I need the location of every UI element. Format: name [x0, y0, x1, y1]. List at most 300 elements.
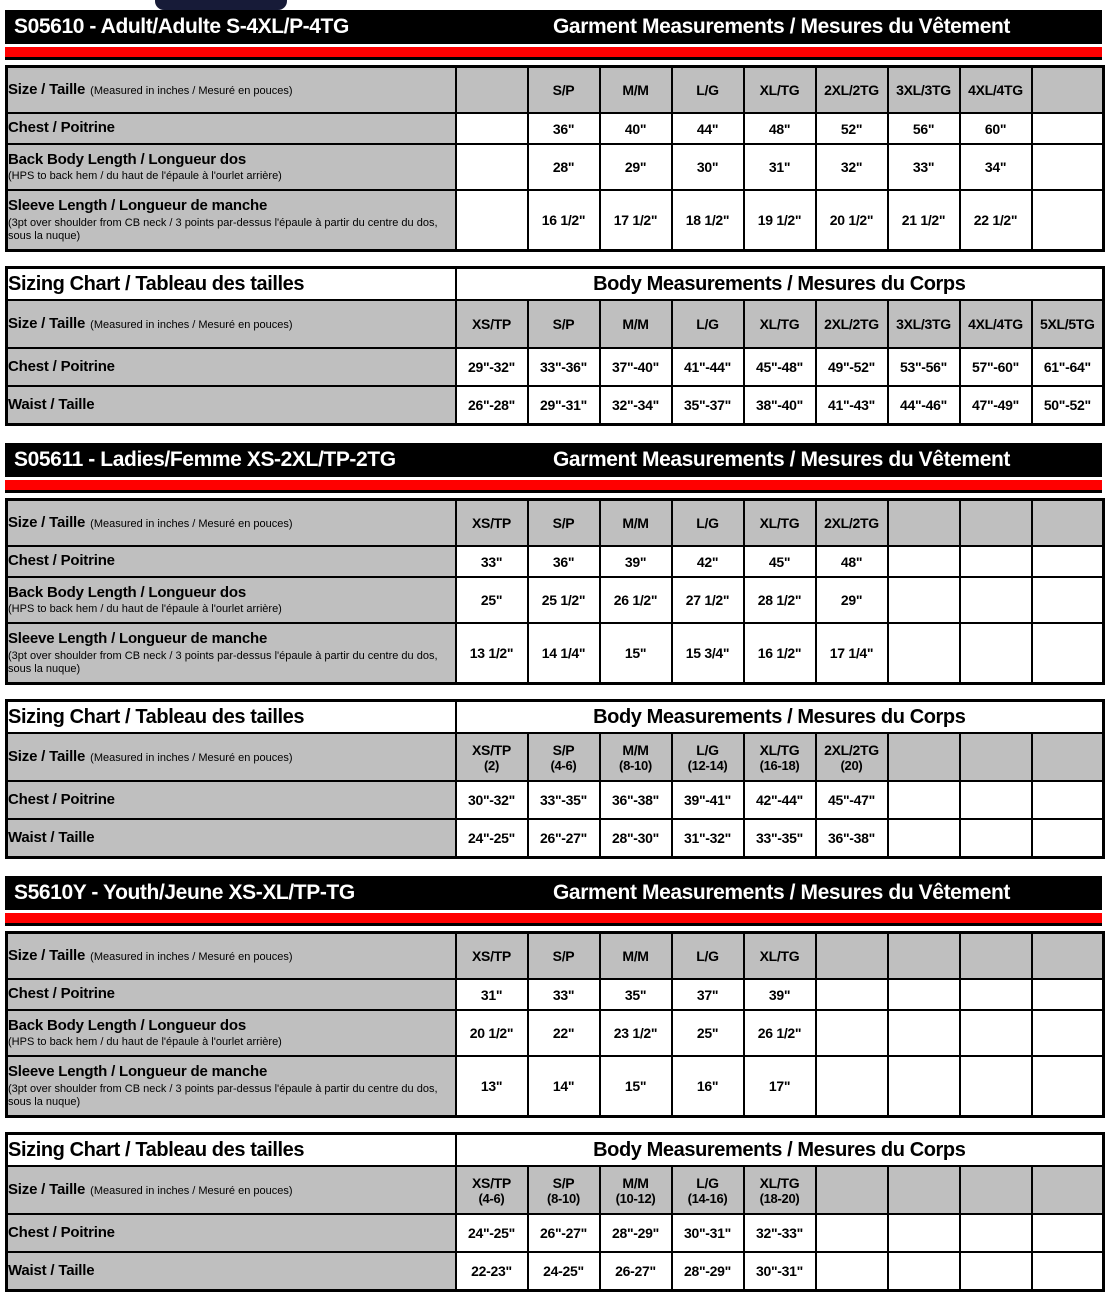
measurement-value-cell: 33"-35": [528, 781, 600, 819]
sizing-chart-heading: Sizing Chart / Tableau des tailles: [7, 1134, 456, 1167]
measurement-note: (3pt over shoulder from CB neck / 3 points par-dessus l'épaule à partir du centre du dos, sous la nuque): [8, 216, 438, 242]
measurement-row-label: [7, 781, 456, 819]
size-header-cell: [600, 67, 672, 114]
size-name: S/P: [552, 741, 575, 758]
measurement-value-cell: 31": [456, 979, 528, 1010]
measurement-name: Chest / Poitrine: [8, 985, 115, 1003]
size-label: Size / Taille: [8, 946, 86, 964]
measurement-value-cell: [816, 1056, 888, 1117]
size-header-cell: [528, 300, 600, 348]
size-label: Size / Taille: [8, 80, 86, 98]
measurement-value-cell: [456, 144, 528, 190]
measurement-name: Waist / Taille: [8, 1261, 95, 1279]
measurement-value-cell: 41"-43": [816, 386, 888, 425]
measurement-value-cell: 20 1/2": [456, 1010, 528, 1056]
measurement-row-label: [7, 1010, 456, 1056]
size-name: 4XL/4TG: [968, 82, 1023, 98]
measurement-value-cell: 31"-32": [672, 819, 744, 858]
measurement-value-cell: [888, 1056, 960, 1117]
size-note: (Measured in inches / Mesuré en pouces): [90, 751, 293, 764]
measurement-value-cell: [960, 1214, 1032, 1252]
measurement-value-cell: 28"-29": [672, 1252, 744, 1291]
body-measurements-heading: Body Measurements / Mesures du Corps: [456, 1134, 1104, 1167]
measurement-value-cell: 33"-35": [744, 819, 816, 858]
measurement-value-cell: [888, 623, 960, 684]
size-name: M/M: [622, 316, 649, 332]
size-name: S/P: [552, 316, 575, 332]
measurement-name: Chest / Poitrine: [8, 552, 115, 570]
size-name: L/G: [696, 1174, 719, 1191]
measurement-value-cell: [960, 546, 1032, 577]
measurement-value-cell: 39"-41": [672, 781, 744, 819]
size-name: 2XL/2TG: [824, 515, 879, 531]
size-header-cell: [528, 67, 600, 114]
measurement-value-cell: [960, 1252, 1032, 1291]
measurement-value-cell: 26 1/2": [600, 577, 672, 623]
measurement-row-label: [7, 623, 456, 684]
size-header-cell: [960, 67, 1032, 114]
measurement-value-cell: 28"-30": [600, 819, 672, 858]
measurement-value-cell: [816, 979, 888, 1010]
measurement-value-cell: 42"-44": [744, 781, 816, 819]
measurement-row-label: [7, 546, 456, 577]
size-header-cell: [600, 1166, 672, 1214]
measurement-value-cell: 17 1/4": [816, 623, 888, 684]
size-header-cell: [672, 933, 744, 980]
size-header-cell: [816, 300, 888, 348]
size-name: S/P: [552, 948, 575, 964]
garment-measurements-table: [5, 931, 1105, 1118]
measurement-value-cell: 30"-32": [456, 781, 528, 819]
measurement-value-cell: 56": [888, 113, 960, 144]
measurement-value-cell: 50"-52": [1032, 386, 1104, 425]
size-header-cell: [960, 933, 1032, 980]
size-header-cell: [600, 300, 672, 348]
measurement-value-cell: [1032, 781, 1104, 819]
measurement-value-cell: 49"-52": [816, 348, 888, 386]
measurement-value-cell: [816, 1010, 888, 1056]
measurement-row-label: [7, 577, 456, 623]
measurement-value-cell: [888, 577, 960, 623]
measurement-value-cell: 22": [528, 1010, 600, 1056]
size-header-cell: [888, 300, 960, 348]
body-measurements-heading: Body Measurements / Mesures du Corps: [456, 268, 1104, 301]
measurement-value-cell: 28"-29": [600, 1214, 672, 1252]
measurement-value-cell: [1032, 190, 1104, 251]
measurement-value-cell: [960, 979, 1032, 1010]
size-label: Size / Taille: [8, 747, 86, 765]
measurement-value-cell: [960, 819, 1032, 858]
measurement-value-cell: [960, 623, 1032, 684]
measurement-value-cell: 23 1/2": [600, 1010, 672, 1056]
size-header-cell: [744, 933, 816, 980]
measurement-value-cell: 24"-25": [456, 819, 528, 858]
measurement-value-cell: 35": [600, 979, 672, 1010]
size-number-range: (4-6): [550, 757, 577, 773]
size-name: S/P: [552, 515, 575, 531]
size-note: (Measured in inches / Mesuré en pouces): [90, 84, 293, 97]
red-divider-bar: [5, 480, 1102, 493]
measurement-value-cell: 37"-40": [600, 348, 672, 386]
measurement-row-label: [7, 979, 456, 1010]
size-header-cell: [456, 1166, 528, 1214]
measurement-value-cell: 33": [528, 979, 600, 1010]
measurement-row-label: [7, 190, 456, 251]
measurement-name: Chest / Poitrine: [8, 119, 115, 137]
size-name: M/M: [622, 82, 649, 98]
size-number-range: (18-20): [759, 1190, 800, 1206]
size-header-cell: [816, 67, 888, 114]
measurement-value-cell: [1032, 979, 1104, 1010]
measurement-value-cell: [816, 1252, 888, 1291]
size-header-cell: [960, 300, 1032, 348]
size-header-cell: [672, 300, 744, 348]
body-measurements-table: [5, 266, 1105, 426]
measurement-name: Chest / Poitrine: [8, 790, 115, 808]
size-row-label: [7, 500, 456, 547]
style-code-title: S05610 - Adult/Adulte S-4XL/P-4TG: [14, 15, 349, 38]
size-note: (Measured in inches / Mesuré en pouces): [90, 318, 293, 331]
measurement-row-label: [7, 1214, 456, 1252]
size-header-cell: [456, 733, 528, 781]
size-name: 2XL/2TG: [824, 316, 879, 332]
size-row-label: [7, 67, 456, 114]
size-header-cell: [816, 733, 888, 781]
section-header-bar: [5, 876, 1102, 910]
size-name: XL/TG: [759, 82, 800, 98]
size-name: XS/TP: [472, 741, 511, 758]
garment-measurements-heading: Garment Measurements / Mesures du Vêtement: [552, 448, 1011, 471]
measurement-note: (HPS to back hem / du haut de l'épaule à l'ourlet arrière): [8, 170, 282, 183]
size-header-cell: [888, 1166, 960, 1214]
measurement-value-cell: 20 1/2": [816, 190, 888, 251]
measurement-value-cell: 57"-60": [960, 348, 1032, 386]
measurement-value-cell: 48": [744, 113, 816, 144]
measurement-value-cell: 30"-31": [744, 1252, 816, 1291]
size-number-range: (10-12): [615, 1190, 656, 1206]
measurement-name: Back Body Length / Longueur dos: [8, 150, 246, 168]
size-header-cell: [672, 1166, 744, 1214]
measurement-value-cell: 14": [528, 1056, 600, 1117]
measurement-value-cell: [960, 781, 1032, 819]
size-name: M/M: [622, 741, 649, 758]
size-number-range: (14-16): [687, 1190, 728, 1206]
measurement-value-cell: 24"-25": [456, 1214, 528, 1252]
size-header-cell: [1032, 733, 1104, 781]
size-header-cell: [744, 67, 816, 114]
measurement-value-cell: [888, 1252, 960, 1291]
body-measurements-table: [5, 1132, 1105, 1292]
measurement-value-cell: 61"-64": [1032, 348, 1104, 386]
measurement-value-cell: [1032, 113, 1104, 144]
measurement-value-cell: [960, 577, 1032, 623]
measurement-row-label: [7, 819, 456, 858]
size-name: L/G: [696, 948, 719, 964]
size-name: 3XL/3TG: [896, 82, 951, 98]
size-header-cell: [816, 1166, 888, 1214]
size-header-cell: [456, 300, 528, 348]
measurement-value-cell: 28 1/2": [744, 577, 816, 623]
measurement-value-cell: 16 1/2": [528, 190, 600, 251]
size-name: 4XL/4TG: [968, 316, 1023, 332]
measurement-value-cell: 37": [672, 979, 744, 1010]
size-header-cell: [816, 933, 888, 980]
size-header-cell: [816, 500, 888, 547]
size-note: (Measured in inches / Mesuré en pouces): [90, 1184, 293, 1197]
measurement-value-cell: 52": [816, 113, 888, 144]
measurement-value-cell: 29": [816, 577, 888, 623]
measurement-value-cell: 25 1/2": [528, 577, 600, 623]
size-header-cell: [600, 733, 672, 781]
size-note: (Measured in inches / Mesuré en pouces): [90, 517, 293, 530]
measurement-name: Chest / Poitrine: [8, 357, 115, 375]
size-header-cell: [888, 500, 960, 547]
measurement-value-cell: 45"-48": [744, 348, 816, 386]
measurement-value-cell: [1032, 819, 1104, 858]
garment-measurements-heading: Garment Measurements / Mesures du Vêtement: [552, 881, 1011, 904]
measurement-value-cell: 29"-32": [456, 348, 528, 386]
measurement-value-cell: 36"-38": [600, 781, 672, 819]
measurement-name: Sleeve Length / Longueur de manche: [8, 630, 268, 648]
size-row-label: [7, 733, 456, 781]
size-header-cell: [672, 500, 744, 547]
measurement-value-cell: 15": [600, 623, 672, 684]
measurement-value-cell: 33"-36": [528, 348, 600, 386]
measurement-value-cell: 30": [672, 144, 744, 190]
measurement-value-cell: 42": [672, 546, 744, 577]
measurement-value-cell: 24-25": [528, 1252, 600, 1291]
size-header-cell: [1032, 933, 1104, 980]
measurement-value-cell: [456, 190, 528, 251]
measurement-value-cell: 34": [960, 144, 1032, 190]
size-row-label: [7, 933, 456, 980]
size-header-cell: [456, 933, 528, 980]
size-header-cell: [1032, 300, 1104, 348]
size-name: L/G: [696, 82, 719, 98]
size-name: M/M: [622, 948, 649, 964]
measurement-name: Back Body Length / Longueur dos: [8, 1016, 246, 1034]
measurement-value-cell: 48": [816, 546, 888, 577]
top-tab-remnant: [155, 0, 287, 10]
ladies-section: [5, 443, 1102, 859]
size-header-cell: [1032, 1166, 1104, 1214]
size-header-cell: [1032, 500, 1104, 547]
measurement-value-cell: 44"-46": [888, 386, 960, 425]
size-name: 2XL/2TG: [824, 82, 879, 98]
measurement-value-cell: 25": [672, 1010, 744, 1056]
size-header-cell: [528, 733, 600, 781]
size-header-cell: [960, 500, 1032, 547]
size-name: M/M: [622, 1174, 649, 1191]
measurement-value-cell: 17": [744, 1056, 816, 1117]
sizing-chart-heading: Sizing Chart / Tableau des tailles: [7, 701, 456, 734]
size-header-cell: [600, 933, 672, 980]
measurement-value-cell: 30"-31": [672, 1214, 744, 1252]
size-name: 3XL/3TG: [896, 316, 951, 332]
size-number-range: (2): [484, 757, 499, 773]
size-number-range: (20): [840, 757, 863, 773]
measurement-name: Waist / Taille: [8, 395, 95, 413]
adult-section: [5, 10, 1102, 426]
size-name: XS/TP: [472, 948, 511, 964]
size-header-cell: [744, 733, 816, 781]
measurement-value-cell: 29"-31": [528, 386, 600, 425]
red-divider-bar: [5, 913, 1102, 926]
measurement-value-cell: 16 1/2": [744, 623, 816, 684]
measurement-value-cell: [888, 979, 960, 1010]
size-name: 2XL/2TG: [824, 741, 879, 758]
measurement-value-cell: 45": [744, 546, 816, 577]
measurement-value-cell: [1032, 1056, 1104, 1117]
measurement-value-cell: 26 1/2": [744, 1010, 816, 1056]
size-header-cell: [888, 67, 960, 114]
size-name: 5XL/5TG: [1039, 316, 1095, 332]
measurement-value-cell: 25": [456, 577, 528, 623]
measurement-value-cell: 36"-38": [816, 819, 888, 858]
size-header-cell: [744, 1166, 816, 1214]
measurement-value-cell: [1032, 546, 1104, 577]
section-header-bar: [5, 443, 1102, 477]
measurement-value-cell: 39": [744, 979, 816, 1010]
measurement-note: (HPS to back hem / du haut de l'épaule à l'ourlet arrière): [8, 1036, 282, 1049]
measurement-value-cell: 33": [456, 546, 528, 577]
measurement-value-cell: 18 1/2": [672, 190, 744, 251]
size-header-cell: [528, 500, 600, 547]
measurement-value-cell: 13 1/2": [456, 623, 528, 684]
measurement-value-cell: 26"-27": [528, 819, 600, 858]
measurement-value-cell: [888, 819, 960, 858]
measurement-value-cell: 19 1/2": [744, 190, 816, 251]
measurement-value-cell: [1032, 577, 1104, 623]
measurement-value-cell: 32"-33": [744, 1214, 816, 1252]
size-name: L/G: [696, 316, 719, 332]
size-name: XL/TG: [759, 1174, 800, 1191]
measurement-value-cell: 15": [600, 1056, 672, 1117]
size-label: Size / Taille: [8, 314, 86, 332]
measurement-value-cell: 26"-27": [528, 1214, 600, 1252]
measurement-value-cell: [1032, 144, 1104, 190]
measurement-value-cell: [888, 546, 960, 577]
measurement-value-cell: [1032, 1214, 1104, 1252]
size-header-cell: [600, 500, 672, 547]
measurement-note: (3pt over shoulder from CB neck / 3 points par-dessus l'épaule à partir du centre du dos, sous la nuque): [8, 649, 438, 675]
size-header-cell: [456, 67, 528, 114]
measurement-value-cell: 27 1/2": [672, 577, 744, 623]
size-row-label: [7, 1166, 456, 1214]
size-number-range: (8-10): [547, 1190, 580, 1206]
measurement-value-cell: 26-27": [600, 1252, 672, 1291]
red-divider-bar: [5, 47, 1102, 60]
size-label: Size / Taille: [8, 1180, 86, 1198]
measurement-value-cell: 17 1/2": [600, 190, 672, 251]
size-name: XS/TP: [472, 1174, 511, 1191]
size-header-cell: [744, 500, 816, 547]
size-header-cell: [960, 1166, 1032, 1214]
measurement-value-cell: [816, 1214, 888, 1252]
measurement-value-cell: 21 1/2": [888, 190, 960, 251]
measurement-value-cell: 36": [528, 113, 600, 144]
measurement-row-label: [7, 144, 456, 190]
measurement-value-cell: 35"-37": [672, 386, 744, 425]
measurement-value-cell: 60": [960, 113, 1032, 144]
size-name: S/P: [552, 1174, 575, 1191]
size-row-label: [7, 300, 456, 348]
measurement-row-label: [7, 113, 456, 144]
measurement-value-cell: 47"-49": [960, 386, 1032, 425]
measurement-row-label: [7, 1252, 456, 1291]
size-header-cell: [888, 933, 960, 980]
measurement-value-cell: 39": [600, 546, 672, 577]
size-name: S/P: [552, 82, 575, 98]
size-header-cell: [456, 500, 528, 547]
size-header-cell: [888, 733, 960, 781]
measurement-value-cell: 15 3/4": [672, 623, 744, 684]
measurement-row-label: [7, 1056, 456, 1117]
body-measurements-table: [5, 699, 1105, 859]
measurement-value-cell: 38"-40": [744, 386, 816, 425]
measurement-value-cell: 45"-47": [816, 781, 888, 819]
style-code-title: S05611 - Ladies/Femme XS-2XL/TP-2TG: [14, 448, 396, 471]
size-name: XL/TG: [759, 741, 800, 758]
measurement-value-cell: 28": [528, 144, 600, 190]
garment-measurements-table: [5, 498, 1105, 685]
garment-measurements-table: [5, 65, 1105, 252]
sizing-chart-heading: Sizing Chart / Tableau des tailles: [7, 268, 456, 301]
size-number-range: (4-6): [478, 1190, 505, 1206]
size-number-range: (16-18): [759, 757, 800, 773]
garment-measurements-heading: Garment Measurements / Mesures du Vêtement: [552, 15, 1011, 38]
measurement-name: Sleeve Length / Longueur de manche: [8, 1063, 268, 1081]
measurement-value-cell: 33": [888, 144, 960, 190]
measurement-value-cell: 16": [672, 1056, 744, 1117]
measurement-value-cell: [1032, 1252, 1104, 1291]
measurement-value-cell: [888, 1214, 960, 1252]
measurement-value-cell: 41"-44": [672, 348, 744, 386]
measurement-value-cell: 14 1/4": [528, 623, 600, 684]
measurement-row-label: [7, 348, 456, 386]
size-header-cell: [672, 67, 744, 114]
measurement-value-cell: [960, 1010, 1032, 1056]
style-code-title: S5610Y - Youth/Jeune XS-XL/TP-TG: [14, 881, 355, 904]
measurement-note: (HPS to back hem / du haut de l'épaule à l'ourlet arrière): [8, 603, 282, 616]
measurement-value-cell: [456, 113, 528, 144]
measurement-value-cell: 36": [528, 546, 600, 577]
size-header-cell: [528, 933, 600, 980]
size-name: L/G: [696, 741, 719, 758]
size-name: XS/TP: [472, 515, 511, 531]
measurement-name: Waist / Taille: [8, 828, 95, 846]
measurement-value-cell: [960, 1056, 1032, 1117]
measurement-row-label: [7, 386, 456, 425]
measurement-value-cell: 40": [600, 113, 672, 144]
measurement-name: Back Body Length / Longueur dos: [8, 583, 246, 601]
size-name: M/M: [622, 515, 649, 531]
size-name: XS/TP: [472, 316, 511, 332]
size-number-range: (12-14): [687, 757, 728, 773]
measurement-value-cell: 32"-34": [600, 386, 672, 425]
size-header-cell: [960, 733, 1032, 781]
measurement-value-cell: [888, 1010, 960, 1056]
size-name: XL/TG: [759, 316, 800, 332]
measurement-value-cell: 22 1/2": [960, 190, 1032, 251]
measurement-value-cell: 32": [816, 144, 888, 190]
size-name: L/G: [696, 515, 719, 531]
size-name: XL/TG: [759, 948, 800, 964]
measurement-value-cell: 13": [456, 1056, 528, 1117]
measurement-value-cell: 22-23": [456, 1252, 528, 1291]
measurement-value-cell: 26"-28": [456, 386, 528, 425]
measurement-name: Chest / Poitrine: [8, 1223, 115, 1241]
